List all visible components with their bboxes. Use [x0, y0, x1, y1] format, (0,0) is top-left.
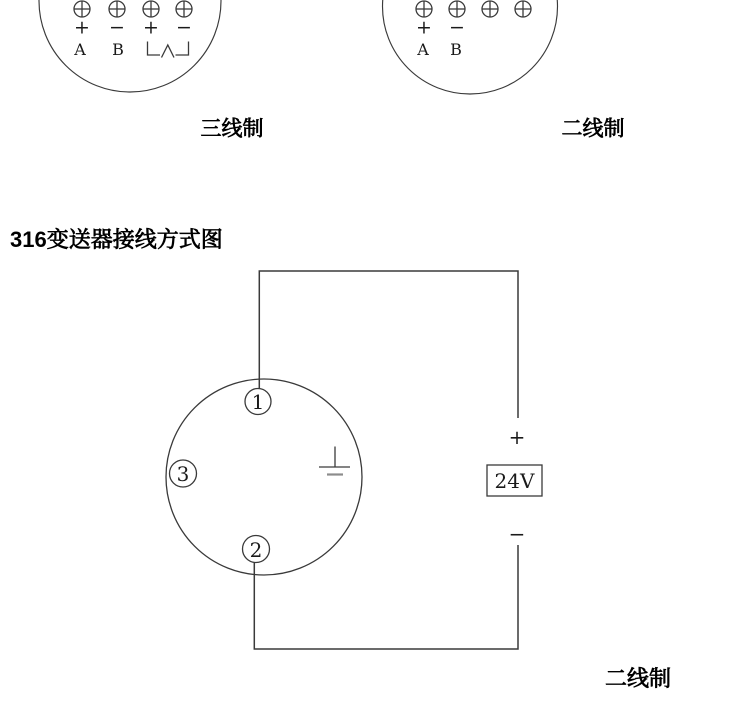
two-wire-connector	[383, 0, 558, 94]
transmitter-circuit	[166, 271, 542, 649]
terminal-3-number: 3	[176, 462, 190, 486]
supply-plus-mark: +	[508, 425, 526, 449]
supply-voltage-label: 24V	[494, 468, 535, 493]
polarity-mark: +	[416, 16, 432, 39]
three-wire-connector	[39, 0, 221, 92]
terminal-label-b: B	[450, 40, 462, 59]
terminal-screw-icon	[143, 1, 159, 17]
terminal-screw-icon	[74, 1, 90, 17]
terminal-screw-icon	[109, 1, 125, 17]
polarity-mark: −	[109, 16, 125, 38]
supply-wire-bottom	[254, 545, 518, 649]
diagram-title: 316变送器接线方式图	[10, 227, 223, 252]
terminal-label-b: B	[112, 40, 124, 59]
terminal-screw-icon	[176, 1, 192, 17]
supply-minus-mark: −	[508, 522, 526, 546]
terminal-screw-icon	[515, 1, 531, 17]
polarity-mark: −	[449, 16, 465, 39]
terminal-label-a: A	[74, 40, 86, 59]
terminal-screw-icon	[449, 1, 465, 17]
two-wire-caption: 二线制	[561, 117, 625, 141]
terminal-screw-icon	[416, 1, 432, 17]
ground-icon	[319, 447, 350, 475]
polarity-mark: −	[176, 16, 192, 38]
terminal-screw-icon	[482, 1, 498, 17]
circuit-caption: 二线制	[604, 666, 672, 691]
terminal-1-number: 1	[251, 390, 265, 414]
supply-wire-top	[259, 271, 518, 418]
polarity-mark: +	[74, 16, 90, 38]
three-wire-caption: 三线制	[200, 117, 264, 141]
terminal-label-a: A	[417, 40, 429, 59]
sensor-bracket-icon	[148, 42, 189, 58]
terminal-2-number: 2	[249, 537, 263, 562]
polarity-mark: +	[143, 16, 159, 38]
connector-body-circle	[383, 0, 558, 94]
connector-body-circle	[39, 0, 221, 92]
